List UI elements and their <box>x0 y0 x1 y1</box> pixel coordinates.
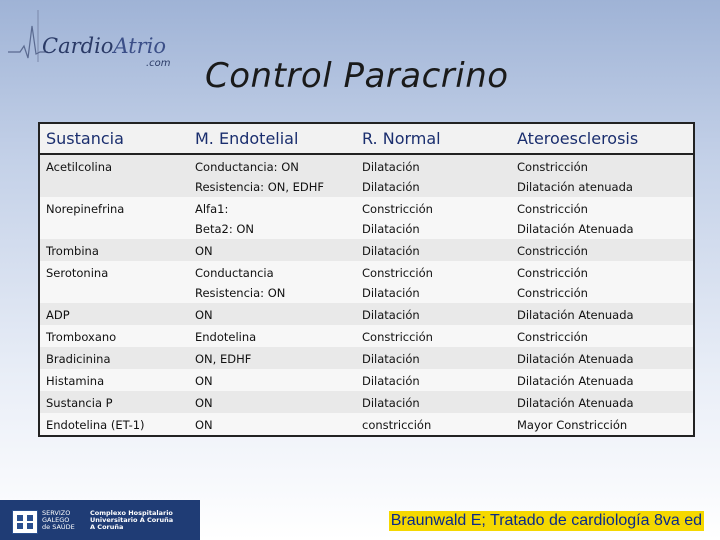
cell-sustancia <box>39 239 189 261</box>
cell-endotelial <box>189 197 356 239</box>
cell-text: ADP <box>46 308 70 322</box>
cell-sustancia <box>39 413 189 436</box>
cell-endotelial <box>189 369 356 391</box>
cell-line: Dilatación Atenuada <box>517 352 634 366</box>
cell-sustancia <box>39 391 189 413</box>
table-row <box>39 239 694 261</box>
cell-line: Constricción <box>517 160 588 174</box>
cell-ateroesclerosis <box>511 303 694 325</box>
cell-line: Dilatación Atenuada <box>517 396 634 410</box>
table-row <box>39 303 694 325</box>
cardioatrio-logo <box>8 6 178 69</box>
sergas-name: SERVIZO GALEGO de SAÚDE <box>42 509 75 531</box>
sergas-emblem-icon <box>12 510 38 534</box>
cell-normal <box>356 154 511 197</box>
cell-line: Constricción <box>362 202 433 216</box>
cell-line: Conductancia <box>195 266 274 280</box>
cell-line: Constricción <box>517 266 588 280</box>
cell-line: Conductancia: ON <box>195 160 299 174</box>
cell-line: ON, EDHF <box>195 352 252 366</box>
cell-ateroesclerosis <box>511 369 694 391</box>
cell-line: Dilatación <box>362 396 420 410</box>
header-sustancia: Sustancia <box>39 123 189 154</box>
cell-normal <box>356 325 511 347</box>
header-endotelial: M. Endotelial <box>189 123 356 154</box>
cell-line: Dilatación <box>362 308 420 322</box>
cell-ateroesclerosis <box>511 325 694 347</box>
cell-text: Endotelina (ET-1) <box>46 418 145 432</box>
header-normal: R. Normal <box>356 123 511 154</box>
logo-wordmark: CardioAtrio <box>42 34 167 58</box>
cell-normal <box>356 261 511 303</box>
cell-endotelial <box>189 261 356 303</box>
table-row <box>39 197 694 239</box>
table-header-row <box>39 123 694 154</box>
cell-line: Dilatación <box>362 286 420 300</box>
paracrine-table <box>38 122 695 437</box>
cell-line: ON <box>195 374 213 388</box>
cell-sustancia <box>39 347 189 369</box>
cell-line: Dilatación <box>362 352 420 366</box>
cell-line: Constricción <box>362 266 433 280</box>
cell-line: Constricción <box>517 244 588 258</box>
cell-sustancia <box>39 369 189 391</box>
table-row <box>39 369 694 391</box>
cell-endotelial <box>189 325 356 347</box>
cell-line: Constricción <box>362 330 433 344</box>
logo-suffix: .com <box>146 58 171 69</box>
cell-text: Serotonina <box>46 266 109 280</box>
table-row <box>39 261 694 303</box>
cell-sustancia <box>39 197 189 239</box>
cell-line: Constricción <box>517 330 588 344</box>
cell-normal <box>356 413 511 436</box>
table-row <box>39 391 694 413</box>
cell-endotelial <box>189 303 356 325</box>
cell-ateroesclerosis <box>511 347 694 369</box>
citation: Braunwald E; Tratado de cardiología 8va ed <box>390 512 702 529</box>
table-row <box>39 154 694 197</box>
cell-text: Sustancia P <box>46 396 113 410</box>
cell-line: Resistencia: ON <box>195 286 286 300</box>
cell-ateroesclerosis <box>511 197 694 239</box>
cell-normal <box>356 347 511 369</box>
cell-line: Dilatación Atenuada <box>517 222 634 236</box>
cell-line: Beta2: ON <box>195 222 255 236</box>
cell-line: Dilatación Atenuada <box>517 308 634 322</box>
table-row <box>39 325 694 347</box>
cell-line: ON <box>195 418 213 432</box>
cell-ateroesclerosis <box>511 239 694 261</box>
cell-endotelial <box>189 239 356 261</box>
cell-sustancia <box>39 154 189 197</box>
cell-line: Constricción <box>517 202 588 216</box>
slide-title: Control Paracrino <box>205 56 509 96</box>
cell-ateroesclerosis <box>511 261 694 303</box>
table-row <box>39 347 694 369</box>
hospital-name: Complexo Hospitalario Universitario A Coruña A Coruña <box>90 509 174 531</box>
cell-line: constricción <box>362 418 432 432</box>
cell-line: Dilatación <box>362 244 420 258</box>
cell-line: Dilatación atenuada <box>517 180 633 194</box>
cell-normal <box>356 239 511 261</box>
cell-endotelial <box>189 154 356 197</box>
cell-text: Bradicinina <box>46 352 111 366</box>
cell-normal <box>356 303 511 325</box>
cell-sustancia <box>39 325 189 347</box>
cell-text: Tromboxano <box>46 330 117 344</box>
cell-line: ON <box>195 244 213 258</box>
cell-line: Dilatación Atenuada <box>517 374 634 388</box>
table-row <box>39 413 694 436</box>
header-ateroesclerosis: Ateroesclerosis <box>511 123 694 154</box>
sergas-logo <box>8 504 178 536</box>
cell-endotelial <box>189 347 356 369</box>
cell-ateroesclerosis <box>511 391 694 413</box>
cell-line: Mayor Constricción <box>517 418 628 432</box>
cell-line: Alfa1: <box>195 202 229 216</box>
cell-text: Trombina <box>46 244 99 258</box>
cell-line: Dilatación <box>362 180 420 194</box>
cell-ateroesclerosis <box>511 413 694 436</box>
cell-line: ON <box>195 308 213 322</box>
cell-line: Resistencia: ON, EDHF <box>195 180 325 194</box>
cell-normal <box>356 369 511 391</box>
cell-sustancia <box>39 261 189 303</box>
cell-line: Endotelina <box>195 330 257 344</box>
cell-text: Norepinefrina <box>46 202 125 216</box>
cell-normal <box>356 197 511 239</box>
cell-line: ON <box>195 396 213 410</box>
cell-endotelial <box>189 391 356 413</box>
table-body <box>39 154 694 436</box>
cell-ateroesclerosis <box>511 154 694 197</box>
cell-endotelial <box>189 413 356 436</box>
cell-sustancia <box>39 303 189 325</box>
cell-line: Dilatación <box>362 374 420 388</box>
cell-normal <box>356 391 511 413</box>
cell-text: Histamina <box>46 374 105 388</box>
cell-text: Acetilcolina <box>46 160 113 174</box>
cell-line: Constricción <box>517 286 588 300</box>
cell-line: Dilatación <box>362 160 420 174</box>
cell-line: Dilatación <box>362 222 420 236</box>
